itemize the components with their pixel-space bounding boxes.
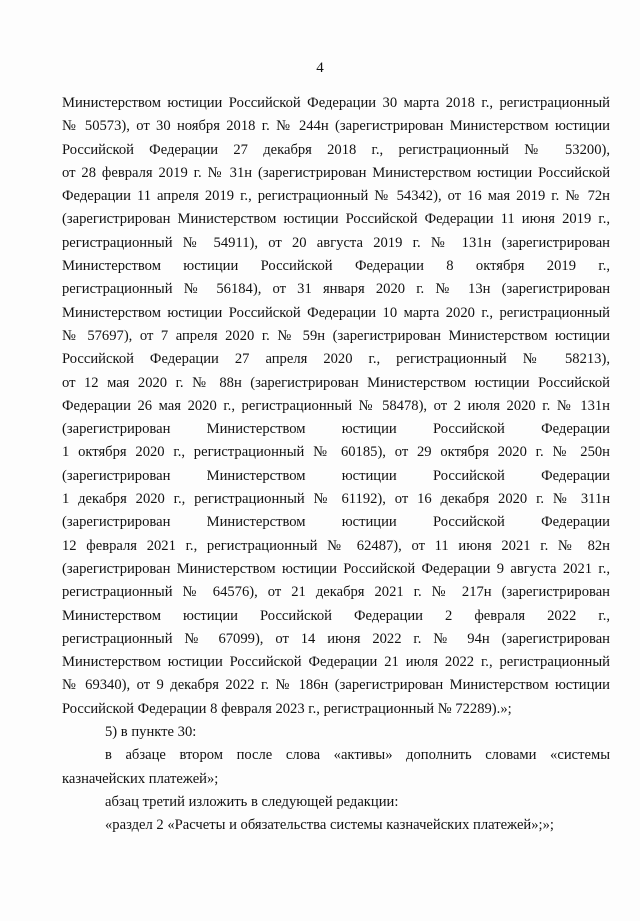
- text-line: 1 октября 2020 г., регистрационный № 60185), от 29 октября 2020 г. № 250н: [62, 444, 610, 461]
- text-line: № 69340), от 9 декабря 2022 г. № 186н (зарегистрирован Министерством юстиции: [62, 677, 610, 694]
- text-line: Министерством юстиции Российской Федерации 10 марта 2020 г., регистрационный: [62, 304, 610, 321]
- text-line: от 12 мая 2020 г. № 88н (зарегистрирован Министерством юстиции Российской: [62, 374, 610, 391]
- text-line: (зарегистрирован Министерством юстиции Российской Федерации 11 июня 2019 г.,: [62, 211, 610, 228]
- text-line: регистрационный № 67099), от 14 июня 2022 г. № 94н (зарегистрирован: [62, 630, 610, 647]
- text-line: (зарегистрирован Министерством юстиции Российской Федерации: [62, 421, 610, 438]
- text-line: Российской Федерации 27 декабря 2018 г., регистрационный № 53200),: [62, 141, 610, 158]
- page-number: 4: [316, 60, 324, 76]
- text-line: 1 декабря 2020 г., регистрационный № 61192), от 16 декабря 2020 г. № 311н: [62, 491, 610, 508]
- text-line: (зарегистрирован Министерством юстиции Российской Федерации: [62, 467, 610, 484]
- text-line: абзац третий изложить в следующей редакции:: [105, 793, 399, 810]
- text-line: Российской Федерации 27 апреля 2020 г., регистрационный № 58213),: [62, 351, 610, 368]
- text-line: регистрационный № 64576), от 21 декабря 2021 г. № 217н (зарегистрирован: [62, 584, 610, 601]
- text-line: Российской Федерации 8 февраля 2023 г., регистрационный № 72289).»;: [62, 700, 512, 717]
- text-line: (зарегистрирован Министерством юстиции Российской Федерации: [62, 514, 610, 531]
- text-line: Министерством юстиции Российской Федерации 8 октября 2019 г.,: [62, 258, 610, 275]
- text-line: регистрационный № 54911), от 20 августа 2019 г. № 131н (зарегистрирован: [62, 234, 610, 251]
- text-line: Министерством юстиции Российской Федерации 21 июля 2022 г., регистрационный: [62, 654, 610, 671]
- text-line: в абзаце втором после слова «активы» дополнить словами «системы: [105, 747, 610, 764]
- text-line: казначейских платежей»;: [62, 770, 219, 787]
- text-line: Министерством юстиции Российской Федерации 2 февраля 2022 г.,: [62, 607, 610, 624]
- text-line: от 28 февраля 2019 г. № 31н (зарегистрирован Министерством юстиции Российской: [62, 164, 610, 181]
- text-line: 12 февраля 2021 г., регистрационный № 62487), от 11 июня 2021 г. № 82н: [62, 537, 610, 554]
- text-line: 5) в пункте 30:: [105, 724, 197, 741]
- text-line: Федерации 11 апреля 2019 г., регистрационный № 54342), от 16 мая 2019 г. № 72н: [62, 188, 610, 205]
- text-line: Федерации 26 мая 2020 г., регистрационный № 58478), от 2 июля 2020 г. № 131н: [62, 397, 610, 414]
- document-body: [62, 92, 610, 838]
- text-line: (зарегистрирован Министерством юстиции Российской Федерации 9 августа 2021 г.,: [62, 560, 610, 577]
- text-line: № 50573), от 30 ноября 2018 г. № 244н (зарегистрирован Министерством юстиции: [62, 118, 610, 135]
- text-line: регистрационный № 56184), от 31 января 2020 г. № 13н (зарегистрирован: [62, 281, 610, 298]
- text-line: «раздел 2 «Расчеты и обязательства системы казначейских платежей»;»;: [105, 817, 554, 834]
- text-line: № 57697), от 7 апреля 2020 г. № 59н (зарегистрирован Министерством юстиции: [62, 327, 610, 344]
- text-line: Министерством юстиции Российской Федерации 30 марта 2018 г., регистрационный: [62, 95, 610, 111]
